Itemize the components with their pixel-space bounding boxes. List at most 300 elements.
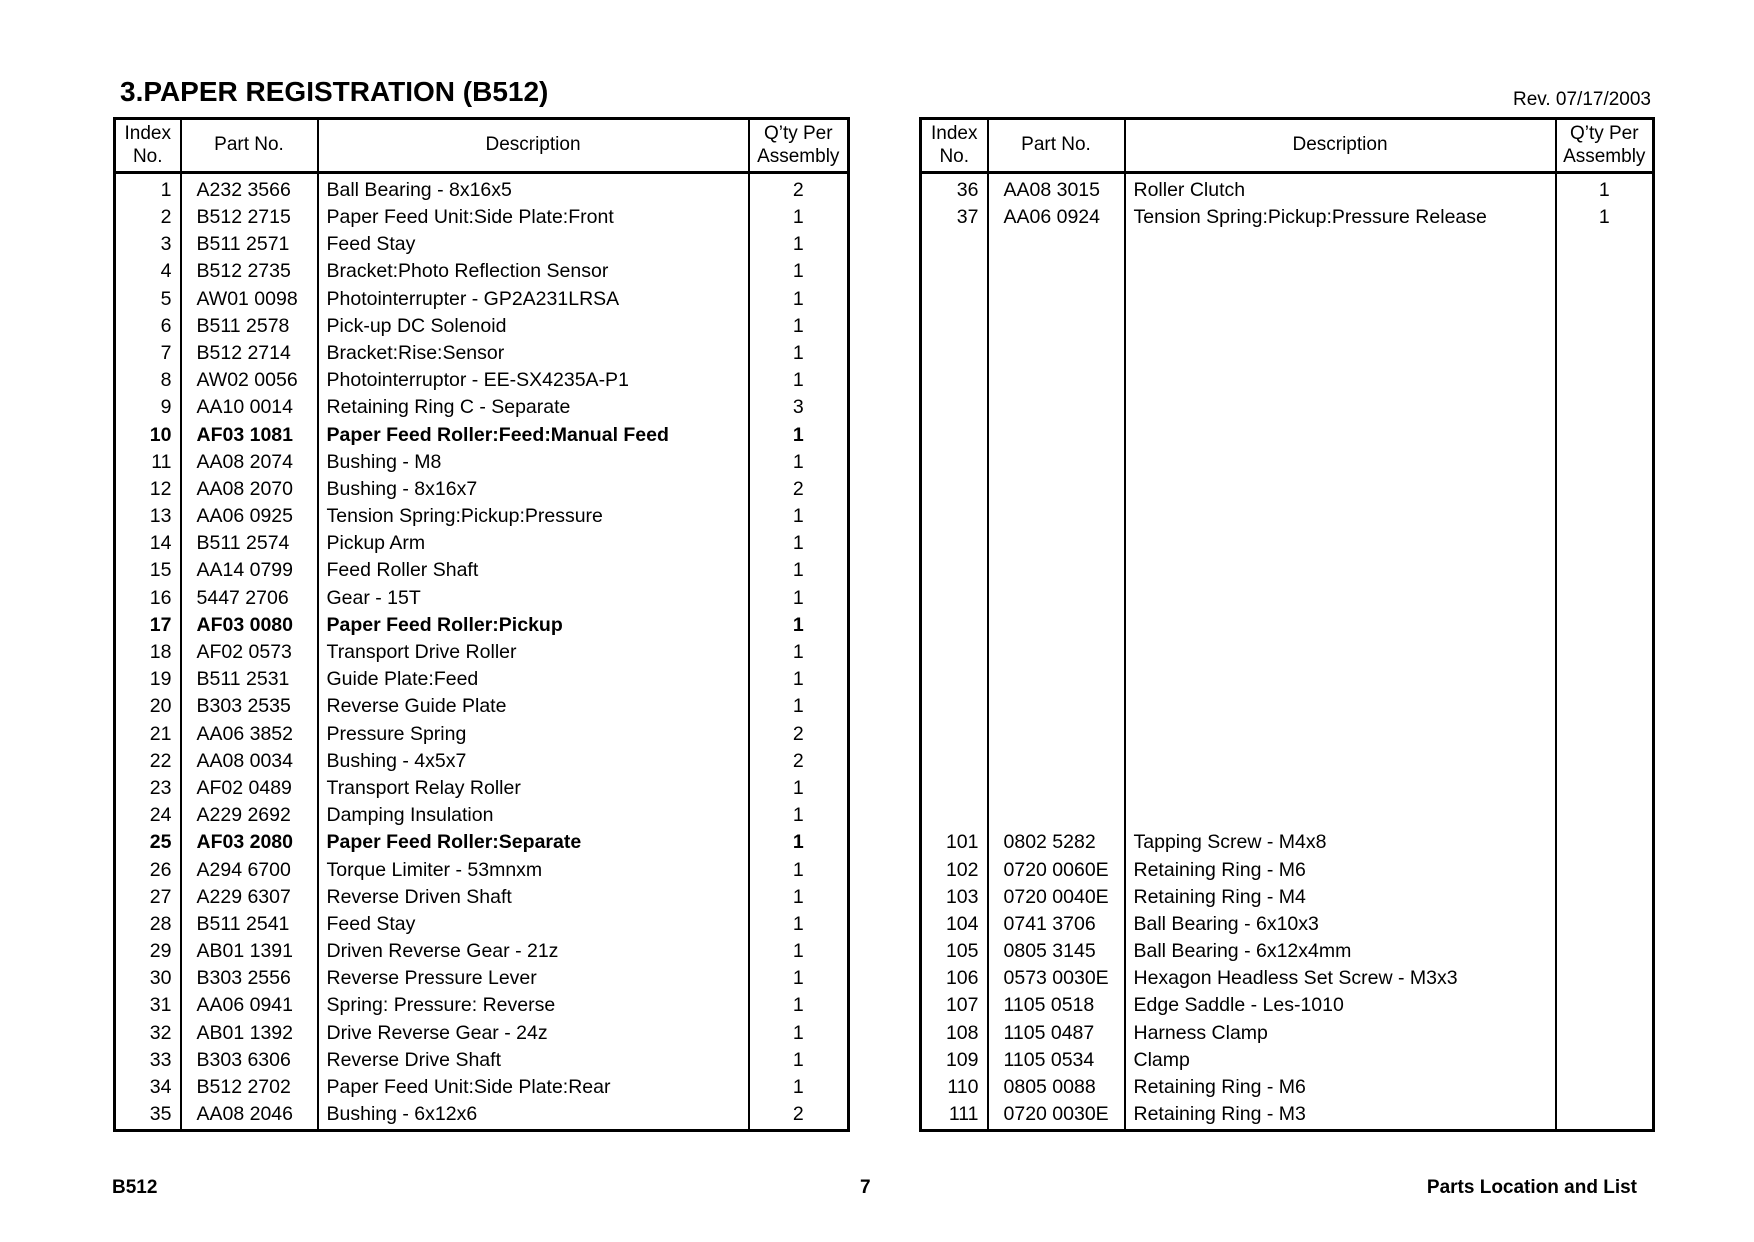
- description-cell: Photointerrupter - GP2A231LRSA: [318, 286, 749, 313]
- index-cell: 29: [115, 938, 181, 965]
- index-cell: 24: [115, 802, 181, 829]
- qty-cell: [1556, 639, 1654, 666]
- qty-cell: [1556, 449, 1654, 476]
- qty-cell: [1556, 802, 1654, 829]
- description-cell: Driven Reverse Gear - 21z: [318, 938, 749, 965]
- index-cell: 108: [921, 1020, 988, 1047]
- column-header-qty: Q’ty Per Assembly: [749, 119, 849, 173]
- part-number-cell: AW01 0098: [181, 286, 318, 313]
- qty-cell: 1: [792, 369, 804, 392]
- index-cell: [921, 286, 988, 313]
- footer-section: Parts Location and List: [1426, 1177, 1637, 1198]
- description-cell: [1125, 585, 1556, 612]
- table-row: [115, 802, 849, 829]
- table-row: [921, 830, 1654, 857]
- qty-cell: [1556, 530, 1654, 557]
- part-number-cell: AA08 2074: [181, 449, 318, 476]
- index-cell: 12: [115, 476, 181, 503]
- index-cell: 35: [115, 1101, 181, 1130]
- part-number-cell: A294 6700: [181, 857, 318, 884]
- description-cell: [1125, 422, 1556, 449]
- column-header-part-no: Part No.: [988, 119, 1125, 173]
- table-row: [115, 558, 849, 585]
- index-cell: 7: [115, 340, 181, 367]
- qty-cell: 1: [792, 505, 804, 528]
- index-cell: [921, 612, 988, 639]
- index-cell: 111: [921, 1101, 988, 1130]
- table-row: [921, 585, 1654, 612]
- part-number-cell: A229 2692: [181, 802, 318, 829]
- qty-cell: [1556, 748, 1654, 775]
- description-cell: [1125, 503, 1556, 530]
- description-cell: Retaining Ring - M4: [1125, 884, 1556, 911]
- index-cell: [921, 313, 988, 340]
- table-row: [921, 666, 1654, 693]
- table-row: [115, 612, 849, 639]
- table-row: [115, 857, 849, 884]
- table-row: [115, 367, 849, 394]
- description-cell: Retaining Ring - M6: [1125, 857, 1556, 884]
- description-cell: Paper Feed Unit:Side Plate:Rear: [318, 1074, 749, 1101]
- qty-cell: [1556, 476, 1654, 503]
- table-row: [921, 857, 1654, 884]
- part-number-cell: [988, 530, 1125, 557]
- part-number-cell: AA08 3015: [988, 173, 1125, 205]
- index-cell: 15: [115, 558, 181, 585]
- table-row: [921, 965, 1654, 992]
- index-cell: [921, 476, 988, 503]
- qty-cell: [1556, 938, 1654, 965]
- part-number-cell: B303 2556: [181, 965, 318, 992]
- index-cell: [921, 694, 988, 721]
- qty-cell: 1: [792, 1021, 804, 1044]
- qty-cell: [1556, 666, 1654, 693]
- table-row: [921, 775, 1654, 802]
- part-number-cell: AF02 0489: [181, 775, 318, 802]
- column-header-qty: Q’ty Per Assembly: [1556, 119, 1654, 173]
- description-cell: Bushing - 6x12x6: [318, 1101, 749, 1130]
- description-cell: Reverse Drive Shaft: [318, 1047, 749, 1074]
- part-number-cell: AA06 3852: [181, 721, 318, 748]
- description-cell: Drive Reverse Gear - 24z: [318, 1020, 749, 1047]
- description-cell: Harness Clamp: [1125, 1020, 1556, 1047]
- description-cell: [1125, 340, 1556, 367]
- qty-cell: 1: [1598, 178, 1610, 201]
- index-cell: [921, 666, 988, 693]
- qty-cell: [1556, 286, 1654, 313]
- table-row: [115, 422, 849, 449]
- description-cell: [1125, 476, 1556, 503]
- index-cell: 16: [115, 585, 181, 612]
- part-number-cell: [988, 422, 1125, 449]
- description-cell: Ball Bearing - 6x10x3: [1125, 911, 1556, 938]
- qty-cell: [1556, 1101, 1654, 1130]
- table-row: [921, 612, 1654, 639]
- qty-cell: [1556, 694, 1654, 721]
- table-row: [921, 231, 1654, 258]
- description-cell: [1125, 775, 1556, 802]
- part-number-cell: 0805 0088: [988, 1074, 1125, 1101]
- part-number-cell: [988, 666, 1125, 693]
- table-row: [115, 476, 849, 503]
- description-cell: Bushing - 4x5x7: [318, 748, 749, 775]
- table-row: [921, 395, 1654, 422]
- column-header-index: Index No.: [115, 119, 181, 173]
- qty-cell: 1: [792, 641, 804, 664]
- table-row: [115, 938, 849, 965]
- qty-cell: [1556, 503, 1654, 530]
- description-cell: Clamp: [1125, 1047, 1556, 1074]
- column-header-description: Description: [1125, 119, 1556, 173]
- table-row: [921, 367, 1654, 394]
- part-number-cell: 1105 0487: [988, 1020, 1125, 1047]
- table-row: [921, 1020, 1654, 1047]
- description-cell: Tension Spring:Pickup:Pressure: [318, 503, 749, 530]
- description-cell: Paper Feed Unit:Side Plate:Front: [318, 204, 749, 231]
- table-row: [115, 639, 849, 666]
- qty-cell: 1: [792, 1048, 804, 1071]
- table-row: [921, 802, 1654, 829]
- part-number-cell: B511 2574: [181, 530, 318, 557]
- index-cell: 20: [115, 694, 181, 721]
- qty-cell: 1: [792, 967, 804, 990]
- index-cell: [921, 558, 988, 585]
- table-row: [921, 721, 1654, 748]
- column-header-part-no: Part No.: [181, 119, 318, 173]
- index-cell: 17: [115, 612, 181, 639]
- index-cell: 5: [115, 286, 181, 313]
- qty-cell: 1: [792, 858, 804, 881]
- description-cell: [1125, 286, 1556, 313]
- part-number-cell: 0720 0030E: [988, 1101, 1125, 1130]
- table-row: [115, 694, 849, 721]
- part-number-cell: [988, 259, 1125, 286]
- table-row: [921, 259, 1654, 286]
- description-cell: [1125, 558, 1556, 585]
- description-cell: Edge Saddle - Les-1010: [1125, 993, 1556, 1020]
- table-row: [921, 639, 1654, 666]
- qty-cell: [1556, 395, 1654, 422]
- qty-cell: 2: [792, 477, 804, 500]
- qty-cell: 1: [792, 885, 804, 908]
- parts-list-left: [115, 173, 849, 1131]
- qty-cell: 1: [792, 940, 804, 963]
- index-cell: [921, 802, 988, 829]
- part-number-cell: [988, 476, 1125, 503]
- qty-cell: [1556, 231, 1654, 258]
- part-number-cell: AF03 2080: [181, 830, 318, 857]
- index-cell: [921, 775, 988, 802]
- qty-cell: [1556, 884, 1654, 911]
- qty-cell: [1556, 857, 1654, 884]
- part-number-cell: [988, 340, 1125, 367]
- table-row: [115, 775, 849, 802]
- table-row: [921, 558, 1654, 585]
- index-cell: 25: [115, 830, 181, 857]
- index-cell: 101: [921, 830, 988, 857]
- qty-cell: [1556, 993, 1654, 1020]
- description-cell: Guide Plate:Feed: [318, 666, 749, 693]
- table-row: [115, 449, 849, 476]
- part-number-cell: AB01 1392: [181, 1020, 318, 1047]
- part-number-cell: B511 2571: [181, 231, 318, 258]
- index-cell: 34: [115, 1074, 181, 1101]
- table-row: [115, 1047, 849, 1074]
- part-number-cell: B511 2541: [181, 911, 318, 938]
- table-row: [115, 748, 849, 775]
- description-cell: Pick-up DC Solenoid: [318, 313, 749, 340]
- table-row: [921, 313, 1654, 340]
- index-cell: 36: [921, 173, 988, 205]
- table-row: [921, 422, 1654, 449]
- qty-cell: [1556, 367, 1654, 394]
- qty-cell: 1: [792, 804, 804, 827]
- description-cell: Tension Spring:Pickup:Pressure Release: [1125, 204, 1556, 231]
- qty-cell: 1: [792, 423, 804, 446]
- description-cell: Bracket:Photo Reflection Sensor: [318, 259, 749, 286]
- part-number-cell: AA14 0799: [181, 558, 318, 585]
- qty-cell: [1556, 612, 1654, 639]
- description-cell: [1125, 612, 1556, 639]
- index-cell: [921, 422, 988, 449]
- part-number-cell: [988, 748, 1125, 775]
- description-cell: Bracket:Rise:Sensor: [318, 340, 749, 367]
- description-cell: Photointerruptor - EE-SX4235A-P1: [318, 367, 749, 394]
- index-cell: 103: [921, 884, 988, 911]
- column-header-index: Index No.: [921, 119, 988, 173]
- qty-cell: [1556, 911, 1654, 938]
- description-cell: Feed Stay: [318, 911, 749, 938]
- index-cell: 22: [115, 748, 181, 775]
- description-cell: Reverse Guide Plate: [318, 694, 749, 721]
- description-cell: Ball Bearing - 6x12x4mm: [1125, 938, 1556, 965]
- table-row: [921, 748, 1654, 775]
- table-row: [921, 340, 1654, 367]
- part-number-cell: B511 2531: [181, 666, 318, 693]
- table-row: [115, 965, 849, 992]
- description-cell: Reverse Driven Shaft: [318, 884, 749, 911]
- part-number-cell: AA06 0924: [988, 204, 1125, 231]
- table-row: [115, 830, 849, 857]
- part-number-cell: AF03 0080: [181, 612, 318, 639]
- table-row: [115, 1101, 849, 1130]
- part-number-cell: [988, 313, 1125, 340]
- table-row: [115, 173, 849, 205]
- description-cell: Paper Feed Roller:Feed:Manual Feed: [318, 422, 749, 449]
- index-cell: 8: [115, 367, 181, 394]
- part-number-cell: 0802 5282: [988, 830, 1125, 857]
- index-cell: 31: [115, 993, 181, 1020]
- part-number-cell: [988, 721, 1125, 748]
- part-number-cell: B512 2714: [181, 340, 318, 367]
- description-cell: Bushing - 8x16x7: [318, 476, 749, 503]
- part-number-cell: [988, 612, 1125, 639]
- index-cell: 18: [115, 639, 181, 666]
- index-cell: [921, 395, 988, 422]
- index-cell: 30: [115, 965, 181, 992]
- table-row: [115, 666, 849, 693]
- qty-cell: [1556, 721, 1654, 748]
- index-cell: 9: [115, 395, 181, 422]
- description-cell: Hexagon Headless Set Screw - M3x3: [1125, 965, 1556, 992]
- index-cell: [921, 639, 988, 666]
- part-number-cell: AW02 0056: [181, 367, 318, 394]
- table-row: [115, 503, 849, 530]
- description-cell: Roller Clutch: [1125, 173, 1556, 205]
- qty-cell: 1: [792, 233, 804, 256]
- table-row: [921, 993, 1654, 1020]
- index-cell: [921, 503, 988, 530]
- index-cell: 23: [115, 775, 181, 802]
- table-row: [115, 340, 849, 367]
- table-row: [921, 204, 1654, 231]
- part-number-cell: 0573 0030E: [988, 965, 1125, 992]
- description-cell: [1125, 259, 1556, 286]
- qty-cell: 1: [792, 912, 804, 935]
- index-cell: [921, 585, 988, 612]
- table-row: [115, 530, 849, 557]
- description-cell: Paper Feed Roller:Separate: [318, 830, 749, 857]
- part-number-cell: [988, 449, 1125, 476]
- description-cell: Spring: Pressure: Reverse: [318, 993, 749, 1020]
- table-row: [115, 395, 849, 422]
- index-cell: 1: [115, 173, 181, 205]
- description-cell: Gear - 15T: [318, 585, 749, 612]
- part-number-cell: B512 2735: [181, 259, 318, 286]
- part-number-cell: AA10 0014: [181, 395, 318, 422]
- description-cell: [1125, 367, 1556, 394]
- description-cell: Transport Drive Roller: [318, 639, 749, 666]
- index-cell: 107: [921, 993, 988, 1020]
- qty-cell: 1: [792, 341, 804, 364]
- index-cell: 32: [115, 1020, 181, 1047]
- table-row: [921, 449, 1654, 476]
- index-cell: [921, 231, 988, 258]
- index-cell: 27: [115, 884, 181, 911]
- table-row: [921, 694, 1654, 721]
- description-cell: [1125, 313, 1556, 340]
- parts-list-right: [921, 173, 1654, 1131]
- table-row: [115, 585, 849, 612]
- qty-cell: 1: [792, 831, 804, 854]
- part-number-cell: B511 2578: [181, 313, 318, 340]
- index-cell: 110: [921, 1074, 988, 1101]
- qty-cell: [1556, 1020, 1654, 1047]
- qty-cell: 1: [792, 613, 804, 636]
- description-cell: [1125, 231, 1556, 258]
- index-cell: [921, 449, 988, 476]
- part-number-cell: [988, 775, 1125, 802]
- index-cell: 28: [115, 911, 181, 938]
- part-number-cell: AB01 1391: [181, 938, 318, 965]
- table-row: [921, 911, 1654, 938]
- part-number-cell: B512 2702: [181, 1074, 318, 1101]
- index-cell: 10: [115, 422, 181, 449]
- description-cell: Retaining Ring - M3: [1125, 1101, 1556, 1130]
- description-cell: [1125, 666, 1556, 693]
- qty-cell: 1: [792, 776, 804, 799]
- description-cell: [1125, 530, 1556, 557]
- index-cell: [921, 721, 988, 748]
- description-cell: Torque Limiter - 53mnxm: [318, 857, 749, 884]
- qty-cell: 1: [792, 260, 804, 283]
- part-number-cell: AA06 0941: [181, 993, 318, 1020]
- description-cell: [1125, 802, 1556, 829]
- table-row: [115, 1074, 849, 1101]
- qty-cell: [1556, 313, 1654, 340]
- part-number-cell: [988, 585, 1125, 612]
- index-cell: 26: [115, 857, 181, 884]
- description-cell: Tapping Screw - M4x8: [1125, 830, 1556, 857]
- qty-cell: 1: [792, 994, 804, 1017]
- index-cell: [921, 259, 988, 286]
- part-number-cell: AF03 1081: [181, 422, 318, 449]
- index-cell: 21: [115, 721, 181, 748]
- page-title: 3.PAPER REGISTRATION (B512): [120, 76, 549, 107]
- qty-cell: 1: [792, 532, 804, 555]
- part-number-cell: B512 2715: [181, 204, 318, 231]
- qty-cell: 1: [792, 206, 804, 229]
- description-cell: Feed Roller Shaft: [318, 558, 749, 585]
- index-cell: 19: [115, 666, 181, 693]
- table-row: [115, 313, 849, 340]
- index-cell: 3: [115, 231, 181, 258]
- part-number-cell: A232 3566: [181, 173, 318, 205]
- qty-cell: 1: [792, 668, 804, 691]
- column-header-description: Description: [318, 119, 749, 173]
- table-row: [115, 231, 849, 258]
- footer-model: B512: [112, 1177, 158, 1198]
- part-number-cell: [988, 802, 1125, 829]
- qty-cell: 1: [792, 1076, 804, 1099]
- index-cell: 13: [115, 503, 181, 530]
- table-row: [115, 993, 849, 1020]
- index-cell: 102: [921, 857, 988, 884]
- qty-cell: 1: [792, 559, 804, 582]
- table-row: [115, 884, 849, 911]
- index-cell: [921, 367, 988, 394]
- index-cell: [921, 530, 988, 557]
- description-cell: [1125, 721, 1556, 748]
- description-cell: Retaining Ring C - Separate: [318, 395, 749, 422]
- part-number-cell: 0741 3706: [988, 911, 1125, 938]
- qty-cell: [1556, 775, 1654, 802]
- table-row: [115, 259, 849, 286]
- qty-cell: [1556, 422, 1654, 449]
- qty-cell: [1556, 340, 1654, 367]
- parts-table-left: [113, 117, 850, 1132]
- qty-cell: [1556, 1074, 1654, 1101]
- table-header-row: [115, 119, 849, 173]
- table-row: [115, 911, 849, 938]
- revision-date: Rev. 07/17/2003: [1512, 89, 1651, 110]
- index-cell: 14: [115, 530, 181, 557]
- part-number-cell: 0720 0060E: [988, 857, 1125, 884]
- qty-cell: [1556, 830, 1654, 857]
- description-cell: Bushing - M8: [318, 449, 749, 476]
- description-cell: Paper Feed Roller:Pickup: [318, 612, 749, 639]
- part-number-cell: 0720 0040E: [988, 884, 1125, 911]
- part-number-cell: [988, 231, 1125, 258]
- index-cell: [921, 748, 988, 775]
- table-row: [115, 1020, 849, 1047]
- qty-cell: 1: [792, 314, 804, 337]
- description-cell: Retaining Ring - M6: [1125, 1074, 1556, 1101]
- description-cell: Ball Bearing - 8x16x5: [318, 173, 749, 205]
- part-number-cell: 5447 2706: [181, 585, 318, 612]
- footer-page-number: 7: [860, 1177, 871, 1198]
- index-cell: 109: [921, 1047, 988, 1074]
